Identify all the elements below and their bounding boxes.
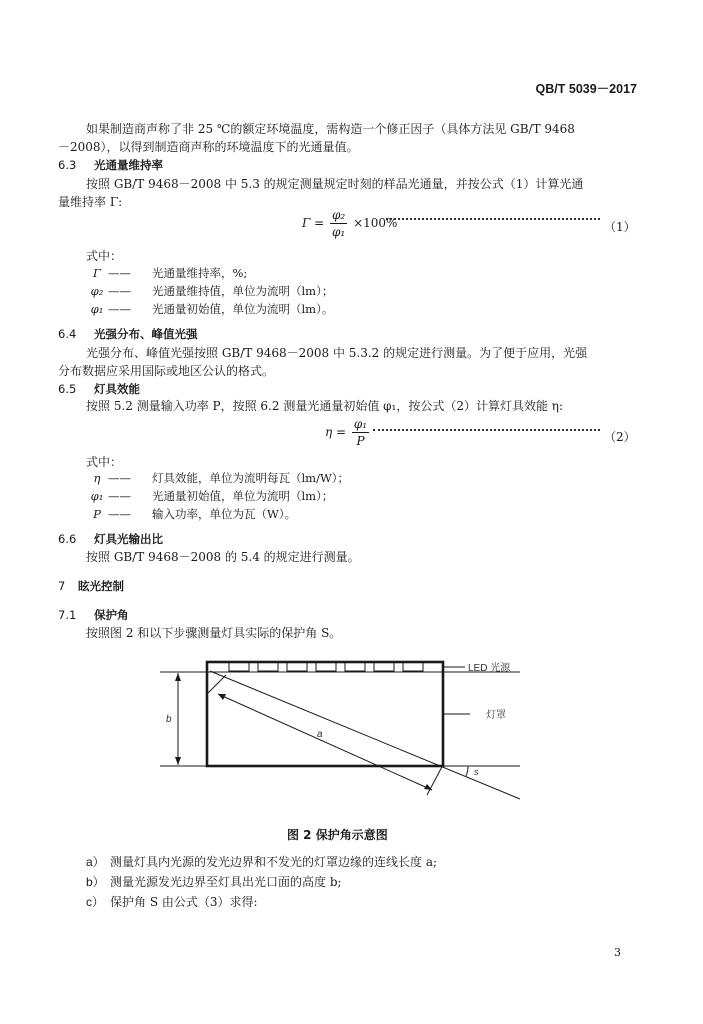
s71-line-1: 按照图 2 和以下步骤测量灯具实际的保护角 S。 xyxy=(86,626,342,640)
led-source xyxy=(229,662,249,671)
list-item: b） 测量光源发光边界至灯具出光口面的高度 b; xyxy=(86,875,342,889)
section-7-heading: 7 眩光控制 xyxy=(58,579,124,593)
formula-fraction: $\frac{\text{φ₁}}{P}$ xyxy=(353,417,368,448)
light-ray xyxy=(210,671,520,799)
list-item: a） 测量灯具内光源的发光边界和不发光的灯罩边缘的连线长度 a; xyxy=(86,855,438,869)
formula-2-tag: （2） xyxy=(604,430,636,444)
formula-1-tag: （1） xyxy=(604,220,636,234)
led-source xyxy=(287,662,307,671)
luminaire-housing xyxy=(207,662,443,766)
where-row: φ₁ —— 光通量初始值，单位为流明（lm）； xyxy=(90,489,334,503)
intro-line-1: 如果制造商声称了非 25 ℃的额定环境温度，需构造一个修正因子（具体方法见 GB/T 9468 xyxy=(86,122,575,136)
standard-number: QB/T 5039－2017 xyxy=(535,82,637,96)
section-6-6-heading: 6.6 灯具光输出比 xyxy=(58,532,163,546)
label-led-source: LED 光源 xyxy=(468,663,511,674)
s66-line-1: 按照 GB/T 9468－2008 的 5.4 的规定进行测量。 xyxy=(86,550,360,564)
s64-line-2: 分布数据应采用国际或地区公认的格式。 xyxy=(58,364,275,378)
formula-rhs: ×100% xyxy=(353,216,398,230)
label-a: a xyxy=(317,729,323,740)
section-6-4-heading: 6.4 光强分布、峰值光强 xyxy=(58,327,198,341)
led-source xyxy=(374,662,394,671)
formula-numerator: φ₂ xyxy=(332,208,346,222)
led-source xyxy=(316,662,336,671)
formula-2: η = $\frac{\text{φ₁}}{P}$ xyxy=(325,417,368,448)
formula-denominator: φ₁ xyxy=(332,225,346,239)
led-source xyxy=(403,662,423,671)
led-sources xyxy=(229,662,423,671)
s65-line-1: 按照 5.2 测量输入功率 P，按照 6.2 测量光通量初始值 φ₁，按公式（2）计算灯具效能 η: xyxy=(86,399,564,413)
led-source xyxy=(258,662,278,671)
s65-where-label: 式中： xyxy=(86,455,123,469)
s63-line-1: 按照 GB/T 9468－2008 中 5.3 的规定测量规定时刻的样品光通量，并按公式（1）计算光通 xyxy=(86,177,584,191)
section-title: 光通量维持率 xyxy=(94,158,163,172)
label-s: s xyxy=(474,767,479,777)
arrow-head xyxy=(175,673,181,681)
label-b: b xyxy=(166,714,172,725)
extension-line xyxy=(427,763,444,795)
where-row: φ₁ —— 光通量初始值，单位为流明（lm）。 xyxy=(90,302,334,316)
arrow-head xyxy=(175,757,181,765)
where-row: Γ —— 光通量维持率，%; xyxy=(93,266,248,280)
page-number: 3 xyxy=(614,946,621,959)
intro-line-2: －2008），以得到制造商声称的环境温度下的光通量值。 xyxy=(58,140,359,154)
label-cover: 灯罩 xyxy=(486,710,506,721)
section-6-5-heading: 6.5 灯具效能 xyxy=(58,382,140,396)
formula-lhs: Γ = xyxy=(302,216,325,230)
dimension-a-line xyxy=(218,694,432,790)
list-item: c） 保护角 S 由公式（3）求得: xyxy=(86,895,258,909)
where-row: η —— 灯具效能，单位为流明每瓦（lm/W）； xyxy=(93,471,350,485)
figure-caption: 图 2 保护角示意图 xyxy=(287,828,388,842)
s63-line-2: 量维持率 Γ: xyxy=(58,195,123,209)
s64-line-1: 光强分布、峰值光强按照 GB/T 9468－2008 中 5.3.2 的规定进行测量。为了便于应用，光强 xyxy=(86,346,588,360)
extension-line xyxy=(208,675,226,693)
section-7-1-heading: 7.1 保护角 xyxy=(58,608,129,622)
where-row: φ₂ —— 光通量维持值，单位为流明（lm）； xyxy=(90,284,334,298)
section-number: 6.3 xyxy=(58,158,77,172)
led-source xyxy=(345,662,365,671)
s63-where-label: 式中： xyxy=(86,249,123,263)
angle-arc xyxy=(466,766,468,776)
where-row: P —— 输入功率，单位为瓦（W）。 xyxy=(93,507,297,521)
